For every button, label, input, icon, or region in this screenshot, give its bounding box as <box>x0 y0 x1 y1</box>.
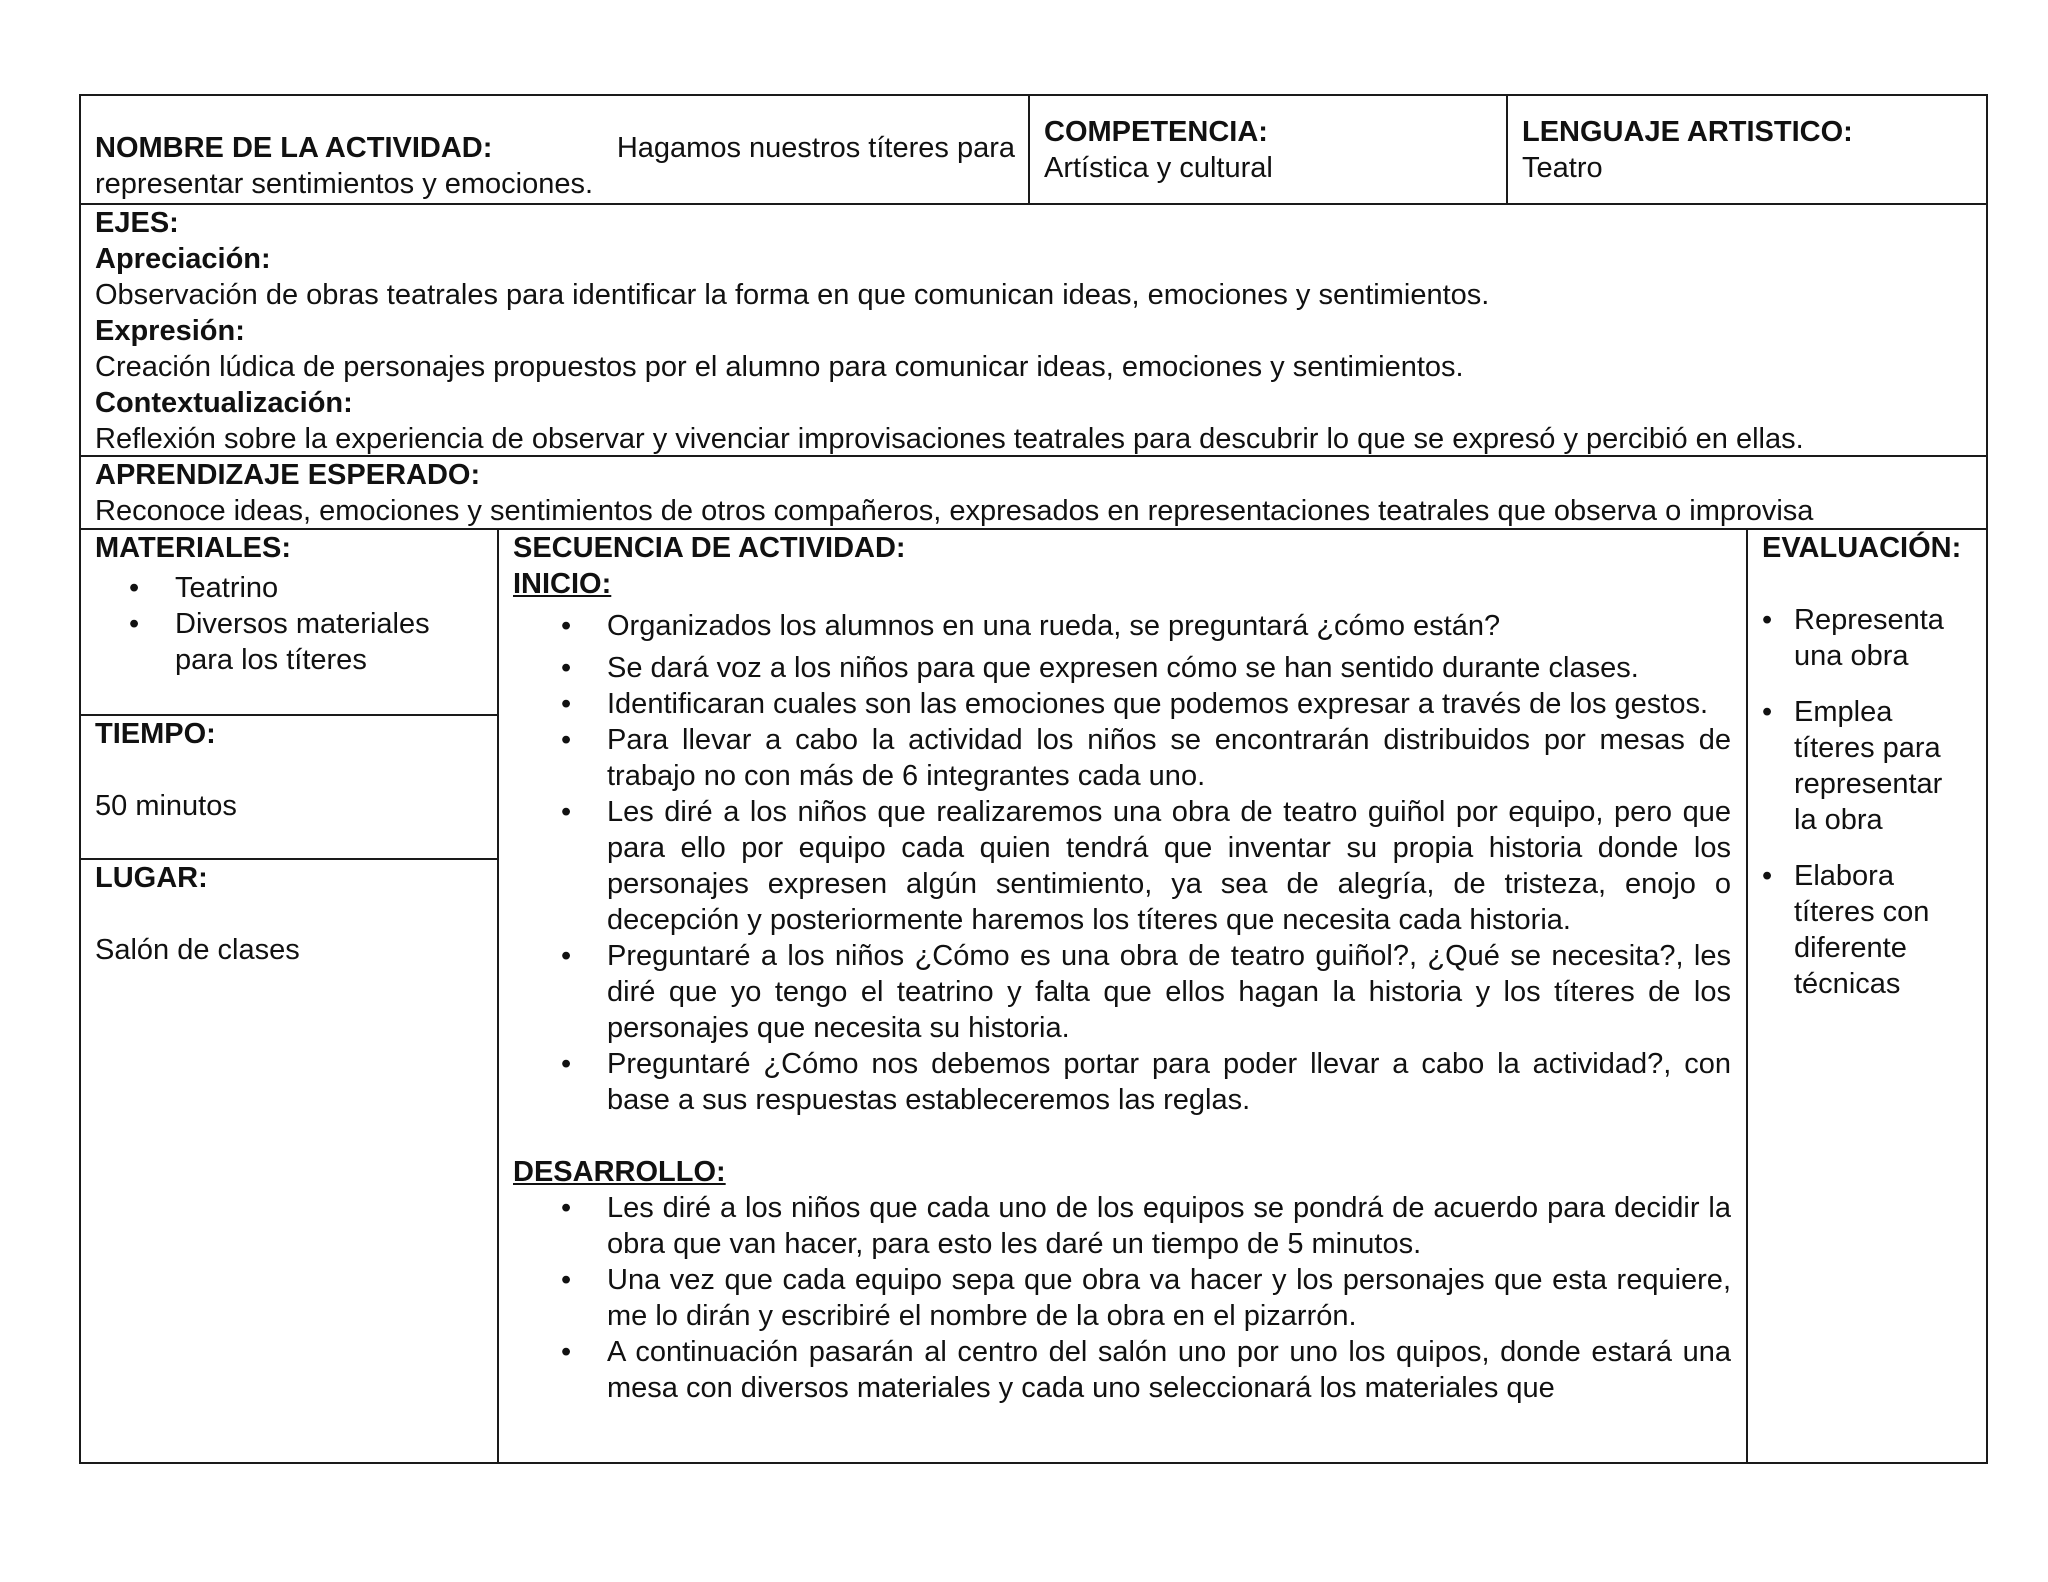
bullet-icon: • <box>561 1264 572 1296</box>
bullet-icon: • <box>1762 860 1773 892</box>
bullet-icon: • <box>129 608 140 640</box>
bullet-icon: • <box>561 796 572 828</box>
inicio-item: • Organizados los alumnos en una rueda, se preguntará ¿cómo están? <box>561 610 1501 642</box>
expresion-label: Expresión: <box>95 315 245 347</box>
activity-value-cont: representar sentimientos y emociones. <box>95 168 594 200</box>
lenguaje-cell <box>1506 94 1988 205</box>
inicio-item: • Preguntaré ¿Cómo nos debemos portar para poder llevar a cabo la actividad?, con base a sus respuestas estableceremos las reglas. <box>561 1048 1731 1116</box>
ejes-cell <box>79 203 1988 457</box>
activity-label: NOMBRE DE LA ACTIVIDAD: <box>95 132 493 164</box>
secuencia-label: SECUENCIA DE ACTIVIDAD: <box>513 532 906 564</box>
secuencia-cell <box>497 528 1748 1464</box>
apreciacion-text: Observación de obras teatrales para identificar la forma en que comunican ideas, emociones y sentimientos. <box>95 279 1490 311</box>
bullet-icon: • <box>561 1336 572 1368</box>
ejes-title: EJES: <box>95 207 179 239</box>
inicio-item: • Se dará voz a los niños para que expresen cómo se han sentido durante clases. <box>561 652 1639 684</box>
evaluacion-item: • Representa una obra <box>1762 604 1944 672</box>
inicio-item: • Identificaran cuales son las emociones que podemos expresar a través de los gestos. <box>561 688 1709 720</box>
tiempo-label: TIEMPO: <box>95 718 216 750</box>
activity-value: Hagamos nuestros títeres para <box>616 132 1015 164</box>
material-item: • Teatrino <box>129 572 279 604</box>
desarrollo-item: • Una vez que cada equipo sepa que obra va hacer y los personajes que esta requiere, me lo dirán y escribiré el nombre de la obra en el pizarrón. <box>561 1264 1731 1332</box>
material-item: • Diversos materiales para los títeres <box>129 608 430 676</box>
competencia-cell <box>1028 94 1508 205</box>
aprendizaje-label: APRENDIZAJE ESPERADO: <box>95 459 481 491</box>
inicio-item: • Para llevar a cabo la actividad los niños se encontrarán distribuidos por mesas de trabajo no con más de 6 integrantes cada uno. <box>561 724 1731 792</box>
inicio-item: • Preguntaré a los niños ¿Cómo es una obra de teatro guiñol?, ¿Qué se necesita?, les diré que yo tengo el teatrino y falta que ellos hagan la historia y los títeres de los personajes que necesita su historia. <box>561 940 1731 1044</box>
bullet-icon: • <box>561 724 572 756</box>
bullet-icon: • <box>561 652 572 684</box>
bullet-icon: • <box>561 1192 572 1224</box>
competencia-value: Artística y cultural <box>1044 152 1273 184</box>
bullet-icon: • <box>561 940 572 972</box>
lugar-value: Salón de clases <box>95 934 300 966</box>
tiempo-cell <box>79 714 499 860</box>
evaluacion-item: • Emplea títeres para representar la obra <box>1762 696 1943 836</box>
bullet-icon: • <box>561 610 572 642</box>
inicio-item: • Les diré a los niños que realizaremos una obra de teatro guiñol por equipo, pero que para ello por equipo cada quien tendrá que inventar su propia historia donde los personajes expresen algún sentimiento, ya sea de alegría, de tristeza, enojo o decepción y posteriormente haremos los títeres que necesita cada historia. <box>561 796 1731 936</box>
desarrollo-item: • A continuación pasarán al centro del salón uno por uno los quipos, donde estará una mesa con diversos materiales y cada uno seleccionará los materiales que <box>561 1336 1731 1404</box>
lenguaje-value: Teatro <box>1522 152 1603 184</box>
lugar-label: LUGAR: <box>95 862 208 894</box>
lugar-cell <box>79 858 499 1464</box>
aprendizaje-cell <box>79 455 1988 530</box>
contextualizacion-text: Reflexión sobre la experiencia de observar y vivenciar improvisaciones teatrales para descubrir lo que se expresó y percibió en ellas. <box>95 423 1804 455</box>
desarrollo-label: DESARROLLO: <box>513 1156 726 1188</box>
competencia-label: COMPETENCIA: <box>1044 116 1268 148</box>
evaluacion-label: EVALUACIÓN: <box>1762 532 1962 564</box>
bullet-icon: • <box>129 572 140 604</box>
lenguaje-label: LENGUAJE ARTISTICO: <box>1522 116 1853 148</box>
bullet-icon: • <box>1762 604 1773 636</box>
activity-name-cell <box>79 94 1030 205</box>
contextualizacion-label: Contextualización: <box>95 387 353 419</box>
evaluacion-cell <box>1746 528 1988 1464</box>
tiempo-value: 50 minutos <box>95 790 237 822</box>
bullet-icon: • <box>1762 696 1773 728</box>
aprendizaje-text: Reconoce ideas, emociones y sentimientos de otros compañeros, expresados en representaciones teatrales que observa o improvisa <box>95 495 1814 527</box>
apreciacion-label: Apreciación: <box>95 243 271 275</box>
expresion-text: Creación lúdica de personajes propuestos por el alumno para comunicar ideas, emociones y sentimientos. <box>95 351 1464 383</box>
materiales-cell <box>79 528 499 716</box>
materiales-label: MATERIALES: <box>95 532 292 564</box>
desarrollo-item: • Les diré a los niños que cada uno de los equipos se pondrá de acuerdo para decidir la obra que van hacer, para esto les daré un tiempo de 5 minutos. <box>561 1192 1731 1260</box>
bullet-icon: • <box>561 1048 572 1080</box>
bullet-icon: • <box>561 688 572 720</box>
inicio-label: INICIO: <box>513 568 612 600</box>
evaluacion-item: • Elabora títeres con diferente técnicas <box>1762 860 1930 1000</box>
